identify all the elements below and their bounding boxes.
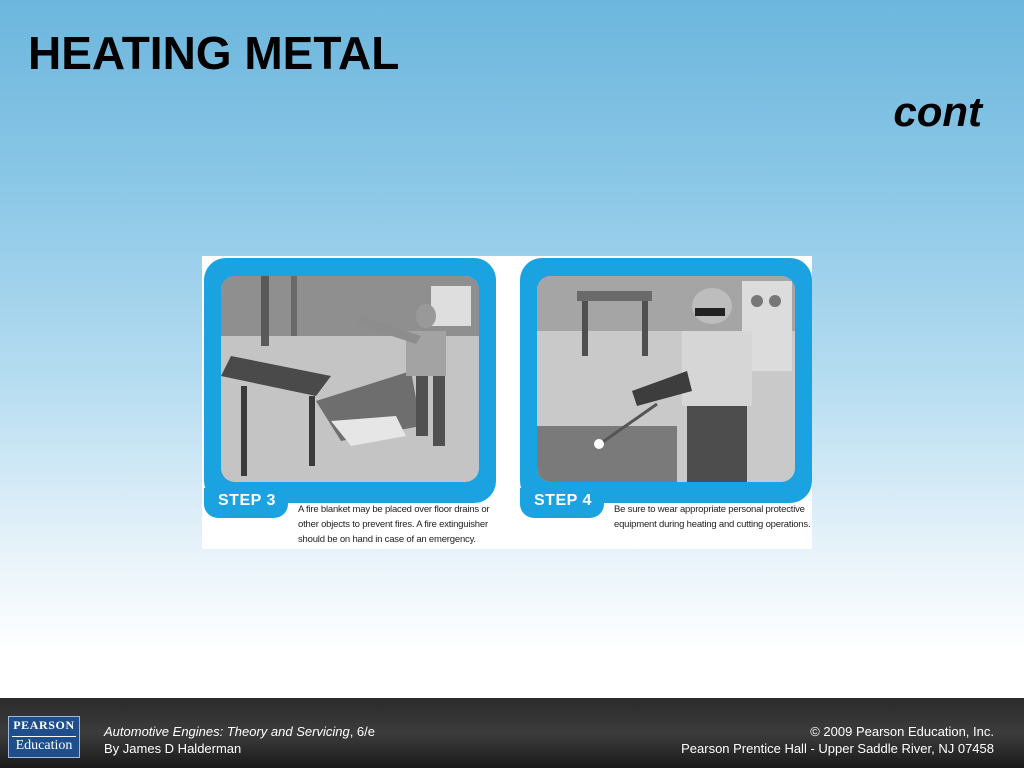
pearson-logo [8,716,80,758]
step-3-label: STEP 3 [218,492,276,509]
book-credit [104,723,375,757]
step-3-panel [204,258,496,547]
step-4-panel [520,258,812,547]
slide-title: HEATING METAL [28,27,400,79]
step-figure [202,256,812,549]
publisher-text: Pearson Prentice Hall - Upper Saddle River, NJ 07458 [681,741,994,756]
step-4-caption: Be sure to wear appropriate personal protective equipment during heating and cutting operations. [614,504,811,530]
publisher-credit [681,723,994,757]
logo-bottom-text: Education [15,738,73,753]
logo-top-text: PEARSON [13,718,75,732]
protective-equipment-photo [537,276,795,482]
continued-label: cont [893,88,982,135]
step-4-label-tab [520,488,604,518]
step-3-photo [221,276,479,482]
book-title-line [104,723,375,740]
book-edition: , 6/e [349,724,375,739]
step-3-label-tab [204,488,288,518]
step-4-label: STEP 4 [534,492,592,509]
fire-blanket-photo [221,276,479,482]
slide-footer [0,698,1024,768]
book-title: Automotive Engines: Theory and Servicing [104,724,350,739]
step-3-caption: A fire blanket may be placed over floor drains or other objects to prevent fires. A fire extinguisher should be on hand in case of an emergency. [298,504,490,545]
copyright-text: © 2009 Pearson Education, Inc. [810,724,994,739]
book-author: By James D Halderman [104,741,242,756]
logo-divider [12,736,76,737]
step-4-photo [537,276,795,482]
